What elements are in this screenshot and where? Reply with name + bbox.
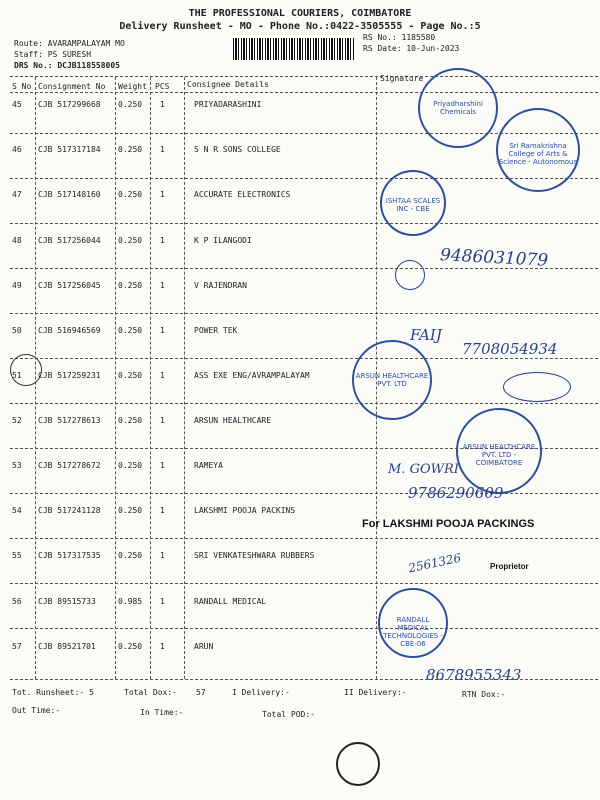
- rs-date: RS Date: 10-Jun-2023: [363, 44, 460, 53]
- row-consignment: CJB 517148160: [38, 190, 101, 199]
- row-consignee: ACCURATE ELECTRONICS: [194, 190, 291, 199]
- i-delivery: I Delivery:-: [232, 688, 290, 697]
- barcode: [233, 38, 355, 60]
- proprietor-stamp: Proprietor: [490, 562, 529, 571]
- row-pcs: 1: [160, 551, 165, 560]
- row-consignee: RAMEYA: [194, 461, 223, 470]
- college-stamp: Sri Ramakrishna College of Arts & Science - Autonomous: [496, 108, 580, 192]
- signature-mark: [503, 372, 571, 402]
- row-divider: [10, 358, 598, 359]
- row-weight: 0.250: [118, 236, 143, 245]
- row-divider: [10, 628, 598, 629]
- row-consignment: CJB 517256044: [38, 236, 101, 245]
- row-sno: 45: [12, 100, 22, 109]
- row-sno: 47: [12, 190, 22, 199]
- row-consignee: ARSUN HEALTHCARE: [194, 416, 272, 425]
- col-consignee: Consignee Details: [187, 80, 269, 89]
- row-consignment: CJB 517241128: [38, 506, 101, 515]
- company-rubber-stamp: For LAKSHMI POOJA PACKINGS: [362, 518, 535, 530]
- row-sno: 56: [12, 597, 22, 606]
- row-pcs: 1: [160, 236, 165, 245]
- row-pcs: 1: [160, 326, 165, 335]
- row-consignment: CJB 517278613: [38, 416, 101, 425]
- header-bottom-rule: [10, 92, 598, 93]
- company-title: THE PROFESSIONAL COURIERS, COIMBATORE: [188, 8, 412, 19]
- row-weight: 0.250: [118, 190, 143, 199]
- pod-circle-mark: [336, 742, 380, 786]
- row-divider: [10, 313, 598, 314]
- table-row: [0, 597, 600, 642]
- row-weight: 0.250: [118, 642, 143, 651]
- handwritten-name: FAIJ: [410, 326, 442, 344]
- row-pcs: 1: [160, 190, 165, 199]
- row-divider: [10, 493, 598, 494]
- row-divider: [10, 223, 598, 224]
- healthcare-stamp: ARSUN HEALTHCARE PVT. LTD: [352, 340, 432, 420]
- row-sno: 52: [12, 416, 22, 425]
- header-top-rule: [10, 76, 598, 77]
- row-consignee: V RAJENDRAN: [194, 281, 247, 290]
- row-consignment: CJB 517299668: [38, 100, 101, 109]
- row-weight: 0.250: [118, 551, 143, 560]
- row-consignment: CJB 89515733: [38, 597, 96, 606]
- handwritten-phone: 8678955343: [426, 666, 522, 684]
- row-consignee: S N R SONS COLLEGE: [194, 145, 281, 154]
- col-pcs: PCS: [155, 82, 170, 91]
- row-pcs: 1: [160, 281, 165, 290]
- col-sno: S No: [12, 82, 32, 91]
- row-sno: 53: [12, 461, 22, 470]
- row-divider: [10, 538, 598, 539]
- row-sno: 54: [12, 506, 22, 515]
- randall-stamp: RANDALL MEDICAL TECHNOLOGIES - CBE-06: [378, 588, 448, 658]
- row-sno: 46: [12, 145, 22, 154]
- table-row: [0, 551, 600, 596]
- row-weight: 0.250: [118, 145, 143, 154]
- table-row: [0, 281, 600, 326]
- rtn-dox: RTN Dox:-: [462, 690, 506, 699]
- row-pcs: 1: [160, 461, 165, 470]
- out-time: Out Time:-: [12, 706, 61, 715]
- total-dox-value: 57: [196, 688, 206, 697]
- row-pcs: 1: [160, 145, 165, 154]
- row-weight: 0.250: [118, 416, 143, 425]
- row-weight: 0.985: [118, 597, 143, 606]
- total-dox-label: Total Dox:-: [124, 688, 177, 697]
- row-consignee: ASS EXE ENG/AVRAMPALAYAM: [194, 371, 310, 380]
- in-time: In Time:-: [140, 708, 184, 717]
- row-divider: [10, 583, 598, 584]
- row-consignee: SRI VENKATESHWARA RUBBERS: [194, 551, 315, 560]
- route-label: Route: AVARAMPALAYAM MO: [14, 39, 125, 48]
- col-consignment: Consignment No: [38, 82, 106, 91]
- row-consignee: POWER TEK: [194, 326, 238, 335]
- col-weight: Weight: [118, 82, 147, 91]
- signature-mark: [395, 260, 425, 290]
- row-sno: 57: [12, 642, 22, 651]
- healthcare-stamp: ARSUN HEALTHCARE PVT. LTD - COIMBATORE: [456, 408, 542, 494]
- row-weight: 0.250: [118, 100, 143, 109]
- row-consignee: PRIYADARASHINI: [194, 100, 262, 109]
- row-consignment: CJB 517256045: [38, 281, 101, 290]
- scales-stamp: ISHTAA SCALES INC - CBE: [380, 170, 446, 236]
- table-row: [0, 190, 600, 235]
- company-stamp: Priyadharshini Chemicals: [418, 68, 498, 148]
- row-consignee: K P ILANGODI: [194, 236, 252, 245]
- row-divider: [10, 403, 598, 404]
- ii-delivery: II Delivery:-: [344, 688, 407, 697]
- row-consignment: CJB 517317535: [38, 551, 101, 560]
- row-consignment: CJB 517259231: [38, 371, 101, 380]
- row-pcs: 1: [160, 371, 165, 380]
- total-runsheet: Tot. Runsheet:- 5: [12, 688, 94, 697]
- row-weight: 0.250: [118, 371, 143, 380]
- row-pcs: 1: [160, 100, 165, 109]
- row-consignment: CJB 89521701: [38, 642, 96, 651]
- handwritten-phone: 9786290609: [408, 484, 504, 502]
- row-consignee: ARUN: [194, 642, 214, 651]
- col-signature: Signature: [380, 74, 424, 83]
- row-sno: 55: [12, 551, 22, 560]
- row-consignment: CJB 517278672: [38, 461, 101, 470]
- row-pcs: 1: [160, 506, 165, 515]
- row-pcs: 1: [160, 597, 165, 606]
- drs-number: DRS No.: DCJB118558005: [14, 61, 120, 70]
- handwritten-name: M. GOWRI: [388, 462, 459, 477]
- row-weight: 0.250: [118, 461, 143, 470]
- row-consignee: RANDALL MEDICAL: [194, 597, 267, 606]
- staff-label: Staff: PS SURESH: [14, 50, 92, 59]
- handwritten-phone: 7708054934: [462, 340, 558, 358]
- row-circle-mark: [10, 354, 42, 386]
- total-pod: Total POD:-: [262, 710, 315, 719]
- row-sno: 51: [12, 371, 22, 380]
- row-sno: 50: [12, 326, 22, 335]
- row-pcs: 1: [160, 642, 165, 651]
- row-weight: 0.250: [118, 281, 143, 290]
- rs-number: RS No.: 1185580: [363, 33, 436, 42]
- row-pcs: 1: [160, 416, 165, 425]
- row-weight: 0.250: [118, 506, 143, 515]
- handwritten-phone: 9486031079: [439, 245, 549, 271]
- row-weight: 0.250: [118, 326, 143, 335]
- handwritten-phone: 2561326: [407, 550, 463, 576]
- row-sno: 49: [12, 281, 22, 290]
- row-sno: 48: [12, 236, 22, 245]
- row-consignee: LAKSHMI POOJA PACKINS: [194, 506, 296, 515]
- row-consignment: CJB 516946569: [38, 326, 101, 335]
- row-consignment: CJB 517317184: [38, 145, 101, 154]
- runsheet-subtitle: Delivery Runsheet - MO - Phone No.:0422-3505555 - Page No.:5: [119, 21, 481, 32]
